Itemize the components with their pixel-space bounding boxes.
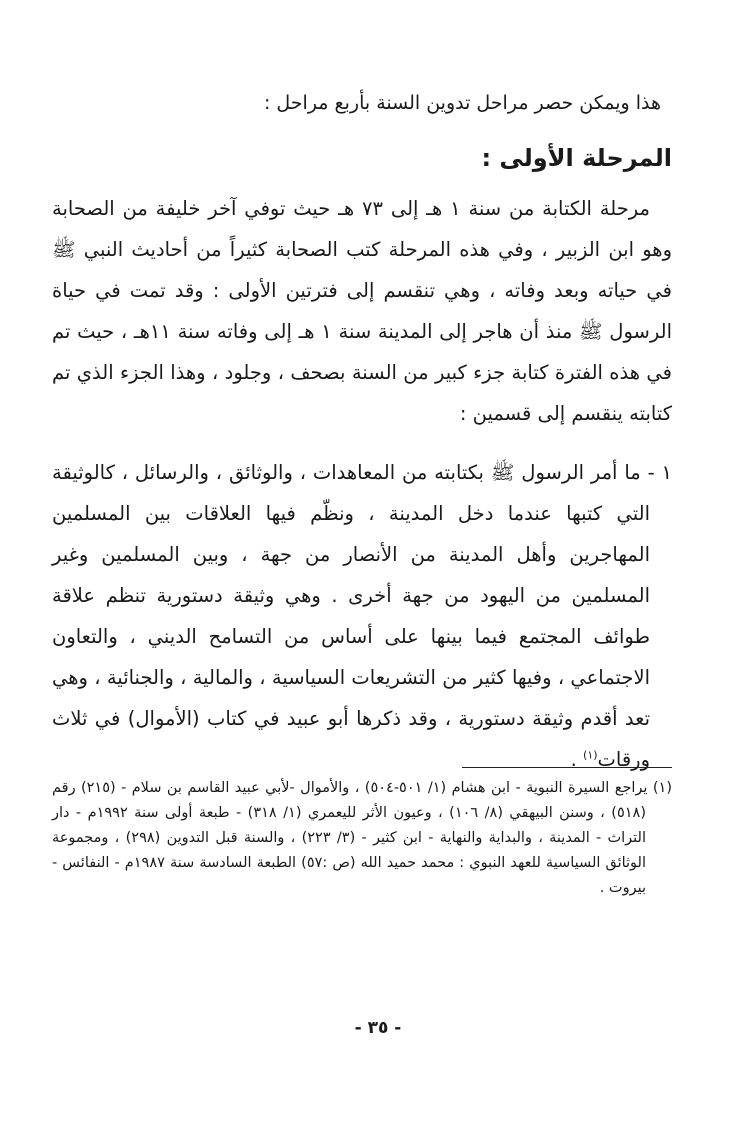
body-paragraph	[52, 188, 672, 434]
page-number: - ٣٥ -	[354, 1018, 402, 1038]
intro-line: هذا ويمكن حصر مراحل تدوين السنة بأربع مراحل :	[263, 92, 661, 114]
list-item-end: .	[570, 748, 584, 771]
footnote-reference[interactable]: (١)	[583, 748, 598, 762]
list-item-text: ١ - ما أمر الرسول ﷺ بكتابته من المعاهدات ، والوثائق ، والرسائل ، كالوثيقة التي كتبها عندما دخل المدينة ، ونظّم فيها العلاقات بين المسلمين المهاجرين وأهل المدينة من الأنصار من جهة ، وبين المسلمين وغير المسلمين من اليهود من جهة أخرى . وهي وثيقة دستورية تنظم علاقة طوائف المجتمع فيما بينها على أساس من التسامح الديني ، والتعاون الاجتماعي ، وفيها كثير من التشريعات السياسية ، والمالية ، والجنائية ، وهي تعد أقدم وثيقة دستورية ، وقد ذكرها أبو عبيد في كتاب (الأموال) في ثلاث ورقات	[52, 461, 672, 771]
paragraph-text: مرحلة الكتابة من سنة ١ هـ إلى ٧٣ هـ حيث توفي آخر خليفة من الصحابة وهو ابن الزبير ، وفي هذه المرحلة كتب الصحابة كثيراً من أحاديث النبي ﷺ في حياته وبعد وفاته ، وهي تنقسم إلى فترتين الأولى : وقد تمت في حياة الرسول ﷺ منذ أن هاجر إلى المدينة سنة ١ هـ إلى وفاته سنة ١١هـ ، حيث تم في هذه الفترة كتابة جزء كبير من السنة بصحف ، وجلود ، وهذا الجزء الذي تم كتابته ينقسم إلى قسمين :	[52, 197, 672, 425]
footnote-divider	[462, 767, 672, 768]
section-heading: المرحلة الأولى :	[481, 144, 672, 172]
list-item	[52, 452, 672, 780]
footnote: (١) يراجع السيرة النبوية - ابن هشام (١/ ٥٠١-٥٠٤) ، والأموال -لأبي عبيد القاسم بن سلام - (٢١٥) رقم (٥١٨) ، وسنن البيهقي (٨/ ١٠٦) ، وعيون الأثر لليعمري (١/ ٣١٨) - طبعة أولى سنة ١٩٩٢م - دار التراث - المدينة ، والبداية والنهاية - ابن كثير - (٣/ ٢٢٣) ، والسنة قبل التدوين (٢٩٨) ، ومجموعة الوثائق السياسية للعهد النبوي : محمد حميد الله (ص :٥٧) الطبعة السادسة سنة ١٩٨٧م - النفائس - بيروت .	[52, 780, 672, 896]
